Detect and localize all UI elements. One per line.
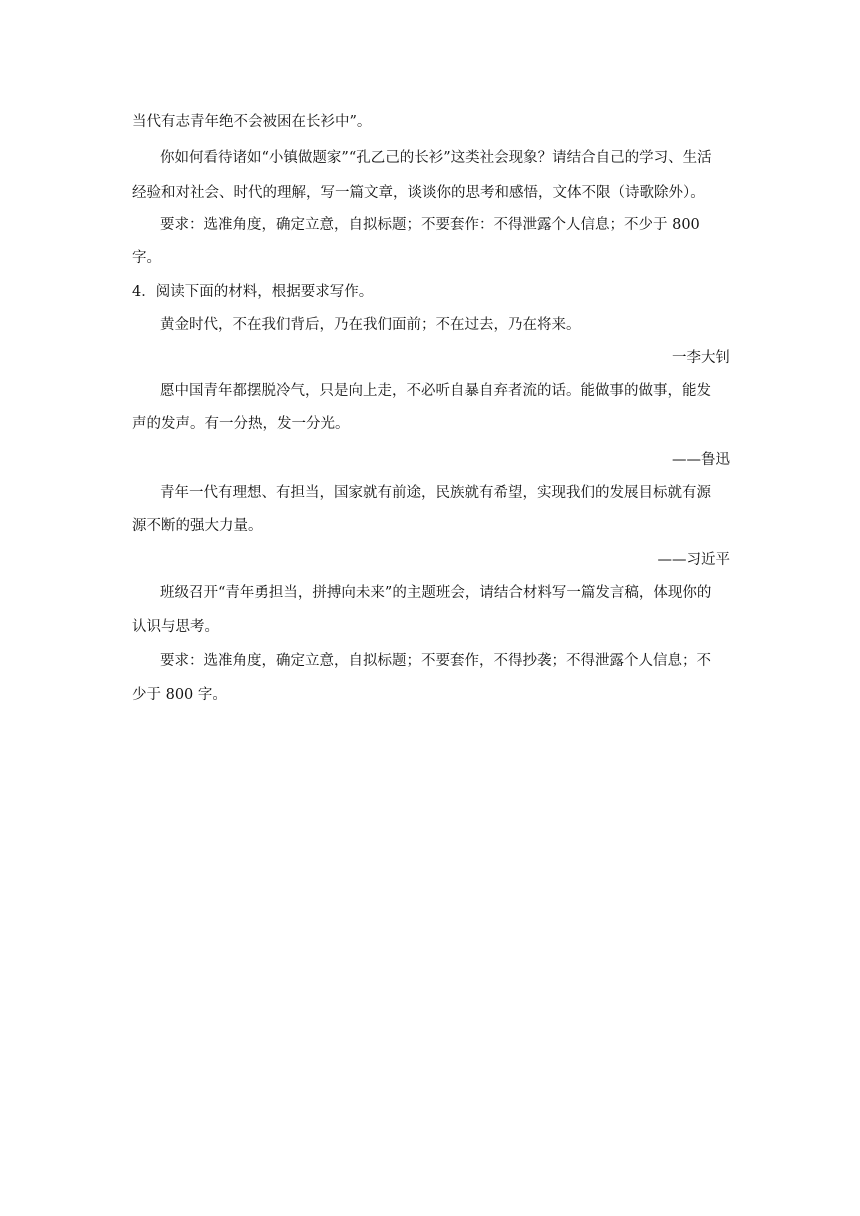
text-line: 字。: [132, 250, 161, 266]
text-line: 你如何看待诸如“小镇做题家”“孔乙己的长衫”这类社会现象？请结合自己的学习、生活: [160, 150, 712, 166]
text-line: 班级召开“青年勇担当，拼搏向未来”的主题班会，请结合材料写一篇发言稿，体现你的: [160, 585, 712, 601]
quote-attribution: ——鲁迅: [672, 452, 730, 468]
quote-text: 源不断的强大力量。: [132, 518, 263, 534]
text-line: 要求：选准角度，确定立意，自拟标题；不要套作：不得泄露个人信息；不少于 800: [160, 217, 700, 233]
quote-text: 声的发声。有一分热，发一分光。: [132, 416, 350, 432]
quote-text: 青年一代有理想、有担当，国家就有前途，民族就有希望，实现我们的发展目标就有源: [160, 485, 711, 501]
text-line: 要求：选准角度，确定立意，自拟标题；不要套作，不得抄袭；不得泄露个人信息；不: [160, 653, 711, 669]
quote-text: 黄金时代，不在我们背后，乃在我们面前；不在过去，乃在将来。: [160, 317, 581, 333]
text-line: 少于 800 字。: [132, 687, 227, 703]
text-line: 经验和对社会、时代的理解，写一篇文章，谈谈你的思考和感悟，文体不限（诗歌除外）。: [132, 185, 705, 201]
text-line: 当代有志青年绝不会被困在长衫中”。: [132, 114, 372, 130]
quote-attribution: ——习近平: [657, 552, 730, 568]
quote-text: 愿中国青年都摆脱冷气，只是向上走，不必听自暴自弃者流的话。能做事的做事，能发: [160, 383, 711, 399]
quote-attribution: 一李大钊: [672, 350, 730, 366]
text-line: 认识与思考。: [132, 619, 219, 635]
question-heading: 4．阅读下面的材料，根据要求写作。: [132, 284, 374, 300]
